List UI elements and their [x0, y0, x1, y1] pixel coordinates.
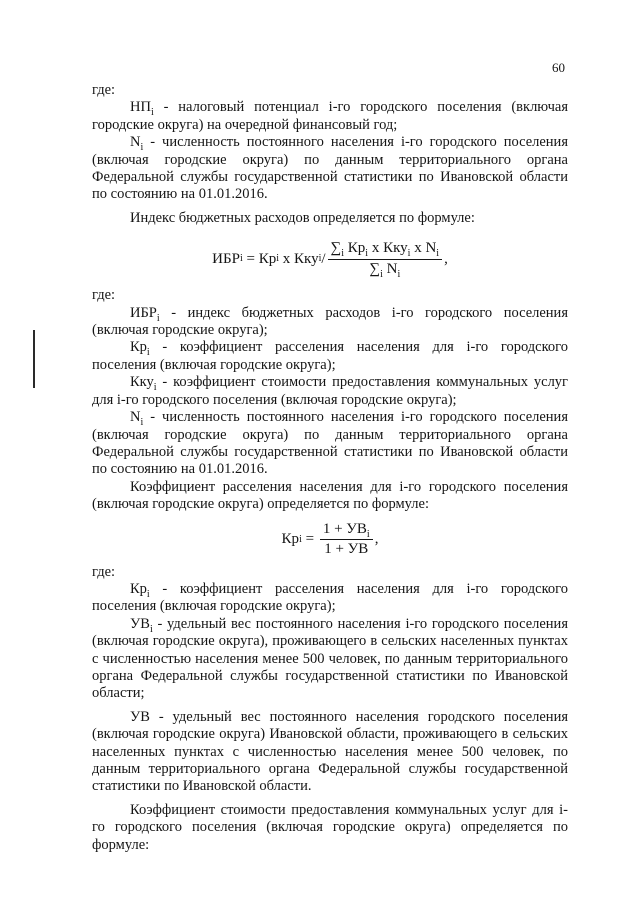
- definition-uvi: $УВ_i$ - удельный вес постоянного населения i-го городского поселения (включая городские округа), проживающего в сельских населенных пунктах с численностью населения менее 500 человек, по данным территориального органа Федеральной службы государственной статистики по Ивановской области;: [92, 615, 568, 702]
- definition-n: $N_i$ - численность постоянного населения i-го городского поселения (включая городские округа) по данным территориального органа Федеральной службы государственной статистики по Ивановской области по состоянию на 01.01.2016.: [92, 409, 568, 478]
- where-label: где:: [92, 563, 116, 580]
- where-label: где:: [92, 82, 116, 98]
- definition-kku: Кку$_i$ - коэффициент стоимости предоставления коммунальных услуг для i-го городского поселения (включая городские округа);: [92, 374, 568, 408]
- definition-kr: $Кр_i$ - коэффициент расселения населения для i-го городского поселения (включая городские округа);: [92, 580, 568, 615]
- formula-intro-kku: Коэффициент стоимости предоставления коммунальных услуг для i-го городского поселения (включая городские округа) определяется по формуле:: [92, 801, 568, 853]
- formula-kr: Кр i = $\frac{1 + УВ_i}{1 + УВ}$ ,: [281, 520, 379, 558]
- definition-n: $N_i$ - численность постоянного населения i-го городского поселения (включая городские округа) по данным территориального органа Федеральной службы государственной статистики по Ивановской области по состоянию на 01.01.2016.: [92, 134, 568, 203]
- page-number: 60: [552, 60, 565, 75]
- formula-intro-ibr: Индекс бюджетных расходов определяется по формуле:: [130, 209, 475, 226]
- definition-kr: $Кр_i$ - коэффициент расселения населения для i-го городского поселения (включая городские округа);: [92, 339, 568, 373]
- formula-ibr: ИБР i = Кр i x Кку i / $\frac{\sum_i Кр_i x Кку_i x N_i}{\sum_i N_i}$ ,: [212, 240, 448, 280]
- formula-intro-kr: Коэффициент расселения населения для i-го городского поселения (включая городские округа) определяется по формуле:: [92, 478, 568, 513]
- definition-np: $НП_i$ - налоговый потенциал i-го городского поселения (включая городские округа) на очередной финансовый год;: [92, 99, 568, 133]
- definition-uv: УВ - удельный вес постоянного населения городского поселения (включая городские округа) Ивановской области, проживающего в сельских населенных пунктах с численностью населения менее 500 человек, по данным территориального органа Федеральной службы государственной статистики по Ивановской области.: [92, 708, 568, 795]
- where-label: где:: [92, 287, 116, 304]
- document-body: [92, 82, 568, 854]
- definition-ibr: $ИБР_i$ - индекс бюджетных расходов i-го городского поселения (включая городские округа);: [92, 304, 568, 339]
- margin-mark: [33, 330, 35, 388]
